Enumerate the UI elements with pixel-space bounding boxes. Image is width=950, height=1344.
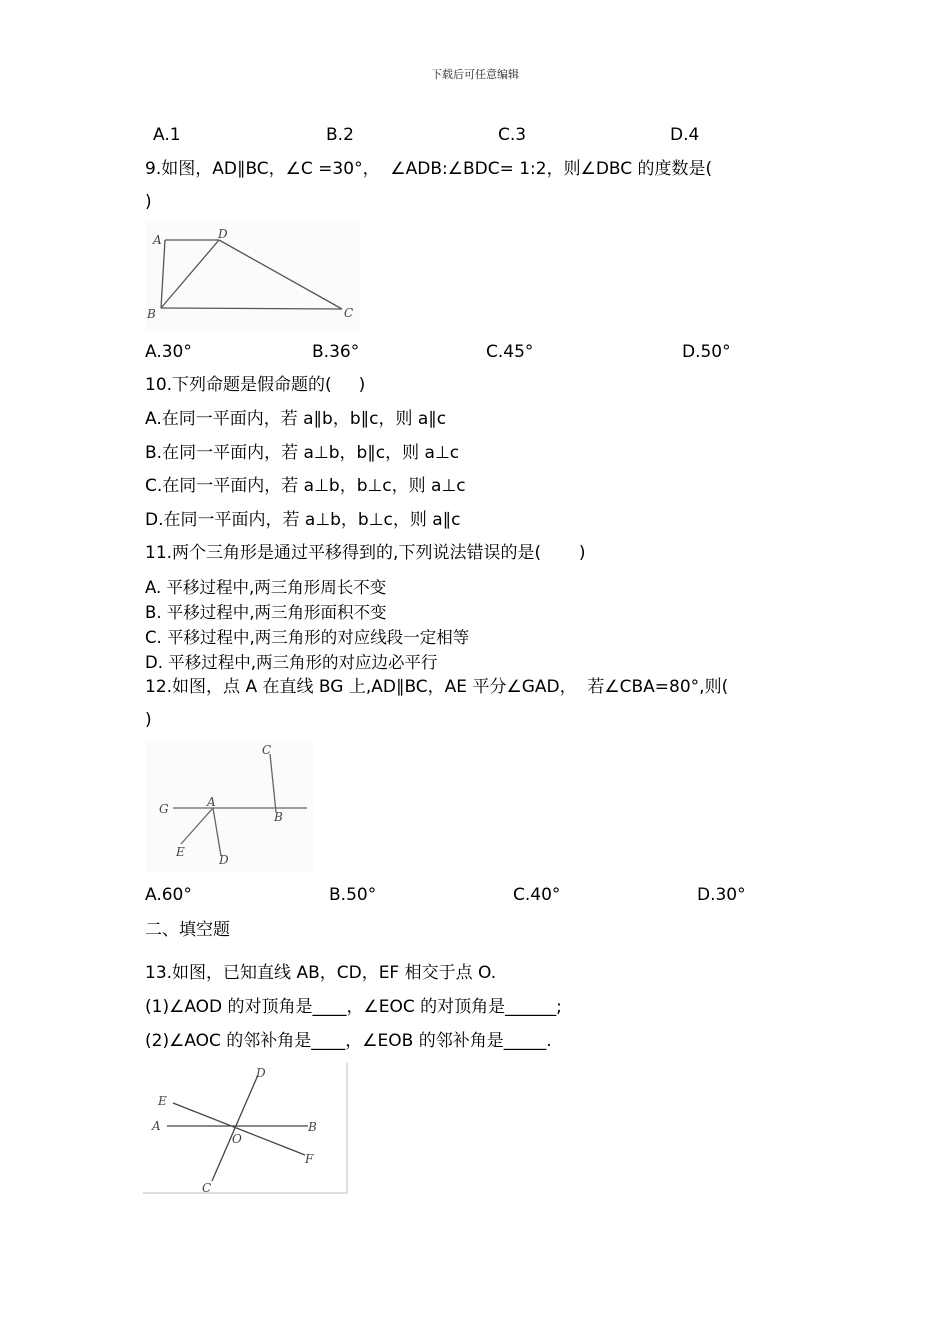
q12-option-a: A.60° [145, 885, 192, 905]
q9-option-c: C.45° [486, 342, 534, 362]
q12-label-e: E [176, 845, 185, 859]
q12-stem: 12.如图，点 A 在直线 BG 上,AD∥BC，AE 平分∠GAD， 若∠CBA=80°,则( [145, 677, 729, 697]
page-header: 下载后可任意编辑 [431, 68, 519, 81]
q9-stem: 9.如图，AD∥BC，∠C =30°， ∠ADB:∠BDC= 1:2，则∠DBC 的度数是( [145, 159, 713, 179]
q10-option-d: D.在同一平面内，若 a⊥b，b⊥c，则 a∥c [145, 510, 461, 530]
q8-option-b: B.2 [326, 125, 354, 145]
q13-label-c: C [202, 1181, 212, 1195]
q12-option-d: D.30° [697, 885, 746, 905]
q13-label-b: B [308, 1120, 317, 1134]
q8-option-a: A.1 [153, 125, 181, 145]
q13-line-1: (1)∠AOD 的对顶角是____，∠EOC 的对顶角是______; [145, 997, 562, 1017]
q12-label-c: C [262, 743, 272, 757]
q12-option-c: C.40° [513, 885, 561, 905]
q10-stem: 10.下列命题是假命题的( ) [145, 375, 366, 395]
q13-label-e: E [158, 1094, 167, 1108]
q11-option-b: B. 平移过程中,两三角形面积不变 [145, 603, 387, 622]
q12-option-b: B.50° [329, 885, 377, 905]
q12-label-d: D [219, 853, 229, 867]
q9-label-d: D [218, 227, 228, 241]
q10-option-a: A.在同一平面内，若 a∥b，b∥c，则 a∥c [145, 409, 447, 429]
q12-figure [145, 740, 313, 872]
q9-label-a: A [153, 233, 162, 247]
q13-label-a: A [152, 1119, 161, 1133]
q12-stem-end: ) [145, 710, 152, 730]
q11-stem: 11.两个三角形是通过平移得到的,下列说法错误的是( ) [145, 543, 586, 563]
q9-figure [145, 222, 360, 330]
q13-line-2: (2)∠AOC 的邻补角是____，∠EOB 的邻补角是_____. [145, 1031, 552, 1051]
q13-label-d: D [256, 1066, 266, 1080]
q10-option-c: C.在同一平面内，若 a⊥b，b⊥c，则 a⊥c [145, 476, 466, 496]
q8-option-c: C.3 [498, 125, 527, 145]
q11-option-c: C. 平移过程中,两三角形的对应线段一定相等 [145, 628, 470, 647]
q11-option-a: A. 平移过程中,两三角形周长不变 [145, 578, 387, 597]
q12-label-g: G [159, 802, 169, 816]
q9-stem-end: ) [145, 192, 152, 212]
q9-label-b: B [147, 307, 156, 321]
q13-stem: 13.如图，已知直线 AB，CD，EF 相交于点 O. [145, 963, 497, 983]
q9-option-b: B.36° [312, 342, 360, 362]
q9-option-a: A.30° [145, 342, 192, 362]
q12-label-a: A [207, 795, 216, 809]
q8-option-d: D.4 [670, 125, 700, 145]
q13-label-o: O [232, 1132, 242, 1146]
q13-label-f: F [305, 1152, 314, 1166]
q11-option-d: D. 平移过程中,两三角形的对应边必平行 [145, 653, 438, 672]
section-title-fill-in: 二、填空题 [145, 920, 230, 940]
q13-figure [143, 1063, 349, 1195]
q12-label-b: B [274, 810, 283, 824]
q10-option-b: B.在同一平面内，若 a⊥b，b∥c，则 a⊥c [145, 443, 460, 463]
q9-label-c: C [344, 306, 354, 320]
q9-option-d: D.50° [682, 342, 731, 362]
